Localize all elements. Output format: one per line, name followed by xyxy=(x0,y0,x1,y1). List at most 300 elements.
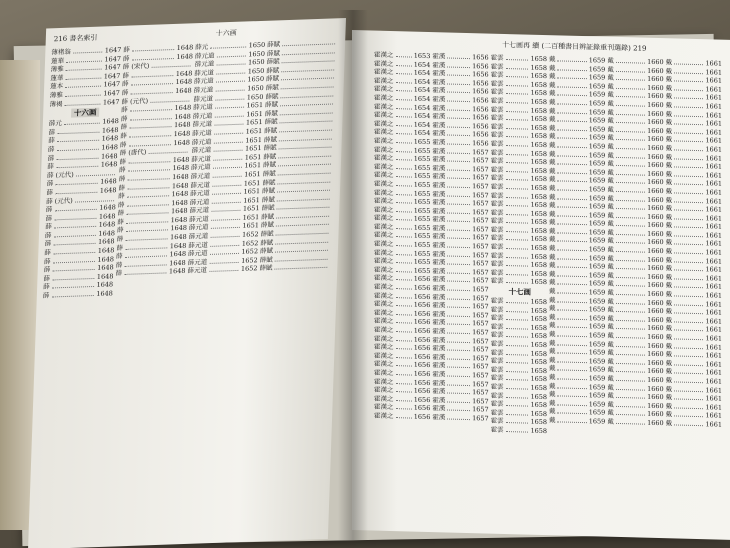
entry-name: 霍漢之 xyxy=(374,274,394,283)
entry-page-number: 1648 xyxy=(98,229,116,238)
index-entry xyxy=(43,289,115,300)
leader-dots xyxy=(557,224,586,226)
entry-name: 霍雲 xyxy=(490,122,504,131)
entry-page-number: 1659 xyxy=(588,279,606,289)
leader-dots xyxy=(447,161,470,163)
entry-page-number: 1659 xyxy=(588,245,606,254)
entry-page-number: 1648 xyxy=(169,249,187,259)
entry-name: 戴 xyxy=(607,134,614,143)
entry-name: 戴 xyxy=(548,184,556,193)
leader-dots xyxy=(506,328,529,330)
leader-dots xyxy=(131,58,174,61)
leader-dots xyxy=(396,108,412,109)
entry-name: 霍雲 xyxy=(490,88,504,97)
leader-dots xyxy=(215,90,245,92)
entry-page-number: 1659 xyxy=(588,124,606,134)
entry-page-number: 1648 xyxy=(169,241,187,250)
entry-page-number: 1656 xyxy=(413,395,431,404)
entry-page-number: 1648 xyxy=(169,258,186,268)
leader-dots xyxy=(557,241,586,243)
entry-name: 霍漢之 xyxy=(374,102,394,111)
entry-page-number: 1655 xyxy=(413,146,431,155)
leader-dots xyxy=(674,287,703,289)
entry-name: 霍雲 xyxy=(490,339,504,348)
entry-page-number: 1661 xyxy=(705,205,722,214)
leader-dots xyxy=(282,61,335,64)
entry-name: 薛 xyxy=(42,291,50,300)
entry-name: 霍漢之 xyxy=(374,136,394,146)
entry-page-number: 1652 xyxy=(241,230,259,239)
entry-name: 霍漢之 xyxy=(374,334,394,343)
entry-name: 霍漢 xyxy=(432,327,446,336)
leader-dots xyxy=(557,215,586,217)
leader-dots xyxy=(674,330,703,332)
leader-dots xyxy=(674,295,703,297)
leader-dots xyxy=(447,367,470,369)
leader-dots xyxy=(125,247,168,250)
entry-page-number: 1651 xyxy=(244,161,262,170)
leader-dots xyxy=(396,288,412,289)
index-column xyxy=(432,52,490,529)
entry-name: 薛 (元代) xyxy=(121,96,149,106)
entry-page-number: 1651 xyxy=(244,144,262,153)
entry-name: 戴 xyxy=(665,126,673,136)
leader-dots xyxy=(282,52,335,55)
entry-name: 霍雲 xyxy=(490,365,504,374)
entry-page-number: 1659 xyxy=(588,167,606,177)
leader-dots xyxy=(674,201,703,203)
leader-dots xyxy=(616,148,645,150)
entry-name: 戴 xyxy=(548,55,556,64)
entry-page-number: 1660 xyxy=(647,375,664,385)
book-spine-shadow xyxy=(338,10,368,540)
leader-dots xyxy=(557,292,586,294)
entry-page-number: 1660 xyxy=(647,289,664,299)
entry-page-number: 1648 xyxy=(101,125,119,135)
entry-page-number: 1655 xyxy=(413,214,431,224)
entry-name: 戴 xyxy=(548,98,556,107)
entry-name: 薛元道 xyxy=(191,145,212,155)
entry-page-number: 1655 xyxy=(413,223,431,232)
entry-name: 薛元道 xyxy=(191,137,212,147)
leader-dots xyxy=(213,158,243,160)
entry-page-number: 1661 xyxy=(705,317,722,326)
leader-dots xyxy=(616,406,645,408)
entry-name: 霍漢 xyxy=(432,241,446,250)
entry-name: 戴 xyxy=(548,270,556,279)
entry-page-number: 1660 xyxy=(647,160,664,170)
leader-dots xyxy=(674,63,703,65)
entry-page-number: 1655 xyxy=(413,240,431,250)
entry-page-number: 1657 xyxy=(472,362,489,371)
entry-name: 戴 xyxy=(665,66,673,75)
entry-name: 霍雲 xyxy=(490,391,504,400)
entry-page-number: 1655 xyxy=(413,189,431,198)
leader-dots xyxy=(211,210,241,212)
entry-page-number: 1657 xyxy=(472,190,489,200)
entry-page-number: 1657 xyxy=(472,242,489,251)
leader-dots xyxy=(674,278,703,280)
leader-dots xyxy=(616,71,645,73)
entry-name: 戴 xyxy=(548,407,556,416)
entry-name: 薛 xyxy=(119,140,127,149)
entry-page-number: 1650 xyxy=(248,49,266,59)
left-page-center-title: 十六画 xyxy=(215,28,237,38)
leader-dots xyxy=(557,318,586,320)
entry-name: 戴 xyxy=(665,341,673,350)
leader-dots xyxy=(274,267,327,270)
entry-page-number: 1654 xyxy=(413,94,431,104)
entry-name: 戴 xyxy=(665,92,673,101)
entry-name: 霍漢 xyxy=(432,387,446,396)
leader-dots xyxy=(616,311,645,313)
entry-page-number: 1648 xyxy=(173,138,191,147)
entry-page-number: 1660 xyxy=(647,100,664,110)
entry-name: 薛賦 xyxy=(260,238,274,247)
entry-page-number: 1658 xyxy=(530,80,547,89)
entry-page-number: 1659 xyxy=(588,382,606,392)
entry-page-number: 1661 xyxy=(705,274,722,283)
entry-page-number: 1648 xyxy=(170,215,188,225)
leader-dots xyxy=(216,55,246,57)
entry-page-number: 1657 xyxy=(472,173,489,182)
index-column xyxy=(491,54,549,531)
entry-name: 戴 xyxy=(665,264,673,273)
entry-page-number: 1655 xyxy=(413,232,431,241)
entry-name: 霍漢 xyxy=(432,378,446,388)
entry-name: 戴 xyxy=(607,176,614,186)
entry-page-number: 1658 xyxy=(530,132,547,141)
entry-name: 戴 xyxy=(548,338,556,347)
entry-page-number: 1659 xyxy=(588,202,606,211)
entry-page-number: 1650 xyxy=(247,66,265,76)
entry-name: 霍漢之 xyxy=(374,282,394,292)
entry-name: 戴 xyxy=(548,244,556,253)
leader-dots xyxy=(212,176,242,178)
leader-dots xyxy=(278,155,331,158)
entry-name: 薛 xyxy=(47,162,54,171)
entry-page-number: 1657 xyxy=(472,259,489,268)
entry-page-number: 1658 xyxy=(530,366,547,375)
entry-page-number: 1656 xyxy=(472,61,489,71)
entry-page-number: 1656 xyxy=(413,360,431,370)
entry-name: 戴 xyxy=(607,168,614,177)
leader-dots xyxy=(447,341,470,343)
entry-page-number: 1647 xyxy=(103,71,121,81)
leader-dots xyxy=(211,219,241,221)
entry-page-number: 1660 xyxy=(647,92,664,101)
leader-dots xyxy=(557,95,586,97)
leader-dots xyxy=(396,151,412,152)
entry-page-number: 1661 xyxy=(705,394,722,403)
entry-page-number: 1651 xyxy=(242,204,260,214)
entry-page-number: 1658 xyxy=(530,252,547,261)
entry-page-number: 1659 xyxy=(588,99,606,108)
leader-dots xyxy=(674,167,703,169)
leader-dots xyxy=(280,104,333,107)
entry-page-number: 1658 xyxy=(530,157,547,167)
entry-page-number: 1660 xyxy=(647,109,664,118)
leader-dots xyxy=(126,213,169,216)
leader-dots xyxy=(616,234,645,236)
leader-dots xyxy=(674,98,703,100)
entry-name: 戴 xyxy=(607,65,614,74)
entry-name: 霍雲 xyxy=(490,268,504,277)
entry-page-number: 1661 xyxy=(705,188,722,197)
entry-name: 霍雲 xyxy=(490,277,504,286)
entry-page-number: 1656 xyxy=(413,275,431,284)
entry-name: 霍漢 xyxy=(432,275,446,284)
leader-dots xyxy=(447,92,470,94)
entry-name: 霍漢之 xyxy=(374,325,394,335)
entry-page-number: 1648 xyxy=(96,289,113,298)
leader-dots xyxy=(281,86,334,89)
leader-dots xyxy=(616,113,645,115)
entry-name: 戴 xyxy=(607,125,614,134)
leader-dots xyxy=(506,354,529,356)
entry-page-number: 1659 xyxy=(588,219,606,228)
entry-name: 戴 xyxy=(548,416,556,425)
leader-dots xyxy=(616,208,645,210)
leader-dots xyxy=(506,59,529,61)
index-entry xyxy=(607,418,665,428)
entry-name: 霍漢 xyxy=(432,103,446,113)
entry-name: 霍漢 xyxy=(432,413,446,422)
leader-dots xyxy=(674,89,703,91)
leader-dots xyxy=(506,145,529,147)
entry-name: 戴 xyxy=(665,212,673,222)
entry-page-number: 1659 xyxy=(588,322,606,332)
leader-dots xyxy=(51,295,94,298)
entry-name: 霍漢之 xyxy=(374,248,394,257)
entry-page-number: 1651 xyxy=(246,101,264,110)
leader-dots xyxy=(506,397,529,399)
entry-name: 霍雲 xyxy=(490,225,504,234)
leader-dots xyxy=(210,227,240,229)
entry-name: 戴 xyxy=(665,298,673,308)
leader-dots xyxy=(279,138,332,141)
entry-page-number: 1659 xyxy=(588,176,606,185)
leader-dots xyxy=(447,401,470,403)
entry-page-number: 1656 xyxy=(472,121,489,131)
entry-page-number: 1659 xyxy=(588,228,606,237)
leader-dots xyxy=(674,149,703,151)
entry-name: 霍雲 xyxy=(490,165,504,174)
entry-name: 霍雲 xyxy=(490,139,504,148)
leader-dots xyxy=(447,324,470,326)
entry-name: 薛賦 xyxy=(261,212,275,221)
entry-name: 戴 xyxy=(548,106,556,115)
entry-page-number: 1659 xyxy=(588,81,606,91)
entry-name: 薛元道 xyxy=(187,266,208,276)
leader-dots xyxy=(506,379,529,381)
entry-page-number: 1652 xyxy=(241,256,258,265)
leader-dots xyxy=(557,112,586,114)
entry-page-number: 1648 xyxy=(97,254,115,264)
entry-page-number: 1658 xyxy=(530,54,547,64)
leader-dots xyxy=(616,320,645,322)
entry-name: 薛 xyxy=(122,54,130,63)
entry-name: 霍雲 xyxy=(490,408,504,417)
entry-name: 薛賦 xyxy=(260,229,274,239)
entry-page-number: 1657 xyxy=(472,379,489,389)
entry-name: 薛 xyxy=(117,217,124,227)
entry-page-number: 1655 xyxy=(413,266,431,275)
entry-page-number: 1661 xyxy=(705,196,722,206)
leader-dots xyxy=(396,159,412,160)
leader-dots xyxy=(396,408,412,409)
entry-name: 戴 xyxy=(548,123,556,133)
entry-name: 霍雲 xyxy=(490,251,504,260)
entry-name: 戴 xyxy=(665,393,673,402)
entry-name: 戴 xyxy=(548,80,556,90)
entry-name: 戴 xyxy=(665,401,673,411)
entry-page-number: 1648 xyxy=(101,134,119,143)
entry-name: 戴 xyxy=(607,202,614,211)
entry-name: 戴 xyxy=(607,391,614,401)
entry-name: 薛元道 xyxy=(188,240,208,250)
leader-dots xyxy=(674,313,703,315)
entry-name: 戴 xyxy=(548,295,556,304)
leader-dots xyxy=(557,232,586,234)
leader-dots xyxy=(506,136,529,138)
entry-name: 霍雲 xyxy=(490,182,504,191)
entry-name: 霍漢之 xyxy=(374,196,394,206)
entry-name: 霍雲 xyxy=(490,208,504,217)
entry-name: 戴 xyxy=(548,381,556,390)
entry-name: 薛賦 xyxy=(260,221,275,230)
leader-dots xyxy=(127,187,170,190)
leader-dots xyxy=(447,255,470,257)
leader-dots xyxy=(447,418,470,420)
entry-page-number: 1657 xyxy=(472,156,489,165)
entry-name: 戴 xyxy=(607,237,614,246)
leader-dots xyxy=(616,131,645,133)
entry-page-number: 1661 xyxy=(705,342,722,352)
leader-dots xyxy=(151,66,190,68)
entry-name: 霍漢 xyxy=(432,404,446,413)
entry-page-number: 1654 xyxy=(413,103,431,112)
entry-name: 薛 (宋代) xyxy=(122,62,150,72)
leader-dots xyxy=(674,321,703,323)
entry-name: 戴 xyxy=(548,158,556,167)
leader-dots xyxy=(128,161,171,164)
entry-page-number: 1659 xyxy=(588,408,606,417)
entry-name: 霍漢之 xyxy=(374,308,394,317)
leader-dots xyxy=(506,102,529,104)
entry-name: 霍漢 xyxy=(432,155,446,164)
entry-page-number: 1651 xyxy=(243,195,260,205)
leader-dots xyxy=(447,307,470,309)
entry-page-number: 1658 xyxy=(530,63,547,72)
index-entry xyxy=(491,426,549,436)
entry-name: 薛元道 xyxy=(187,249,208,258)
entry-name: 霍漢之 xyxy=(374,342,394,352)
entry-page-number: 1658 xyxy=(530,426,547,436)
leader-dots xyxy=(616,397,645,399)
entry-name: 戴 xyxy=(548,201,556,210)
leader-dots xyxy=(76,174,115,176)
leader-dots xyxy=(216,64,246,66)
entry-name: 戴 xyxy=(607,374,614,383)
index-column xyxy=(666,58,724,535)
entry-page-number: 1648 xyxy=(172,163,190,173)
entry-name: 戴 xyxy=(665,273,673,282)
entry-name: 霍漢之 xyxy=(374,145,394,154)
entry-name: 薛 xyxy=(43,265,51,274)
entry-page-number: 1661 xyxy=(705,265,722,274)
leader-dots xyxy=(447,229,470,231)
entry-name: 戴 xyxy=(665,178,673,187)
entry-name: 霍雲 xyxy=(490,382,504,391)
entry-page-number: 1659 xyxy=(588,399,606,409)
leader-dots xyxy=(506,171,529,173)
leader-dots xyxy=(396,176,412,177)
leader-dots xyxy=(447,83,470,85)
entry-name: 薛 xyxy=(46,188,54,197)
leader-dots xyxy=(150,100,189,102)
entry-page-number: 1657 xyxy=(472,207,489,217)
entry-name: 霍漢之 xyxy=(374,265,394,274)
entry-name: 戴 xyxy=(548,364,556,373)
leader-dots xyxy=(616,388,645,390)
entry-name: 薛元道 xyxy=(194,51,215,60)
leader-dots xyxy=(557,249,586,251)
leader-dots xyxy=(65,77,101,79)
entry-name: 薛賦 xyxy=(265,91,279,101)
entry-page-number: 1651 xyxy=(243,178,261,188)
leader-dots xyxy=(129,126,172,129)
leader-dots xyxy=(396,331,412,332)
entry-name: 戴 xyxy=(607,151,614,160)
right-page-header: 十七画再 續 (二百種書目辨証錄重刊選錄) 219 xyxy=(502,40,647,53)
leader-dots xyxy=(447,186,470,188)
leader-dots xyxy=(281,78,334,81)
entry-page-number: 1652 xyxy=(240,264,258,274)
entry-page-number: 1658 xyxy=(530,269,547,278)
entry-name: 薄褐 xyxy=(49,99,63,108)
entry-name: 戴 xyxy=(548,63,556,72)
leader-dots xyxy=(277,181,330,184)
entry-page-number: 1661 xyxy=(705,360,722,369)
entry-page-number: 1661 xyxy=(705,102,722,111)
leader-dots xyxy=(396,237,412,238)
entry-page-number: 1659 xyxy=(588,262,606,271)
entry-name: 薄雅 xyxy=(49,90,63,100)
entry-name: 薛賦 xyxy=(262,169,276,178)
leader-dots xyxy=(557,69,586,71)
entry-page-number: 1661 xyxy=(705,239,722,249)
entry-page-number: 1660 xyxy=(647,272,664,282)
entry-name: 戴 xyxy=(607,383,614,392)
entry-name: 薛元道 xyxy=(192,120,213,129)
entry-name: 戴 xyxy=(548,132,556,141)
leader-dots xyxy=(674,304,703,306)
entry-page-number: 1658 xyxy=(530,306,547,315)
leader-dots xyxy=(396,245,412,246)
entry-name: 霍漢之 xyxy=(374,179,394,188)
entry-page-number: 1661 xyxy=(705,334,722,343)
entry-page-number: 1660 xyxy=(647,169,664,178)
entry-name: 霍雲 xyxy=(490,374,504,383)
leader-dots xyxy=(276,233,329,236)
leader-dots xyxy=(396,168,412,169)
entry-name: 霍漢 xyxy=(432,266,446,276)
entry-page-number: 1650 xyxy=(248,40,266,50)
entry-page-number: 1661 xyxy=(705,67,722,77)
right-page xyxy=(352,30,730,540)
leader-dots xyxy=(447,315,470,317)
